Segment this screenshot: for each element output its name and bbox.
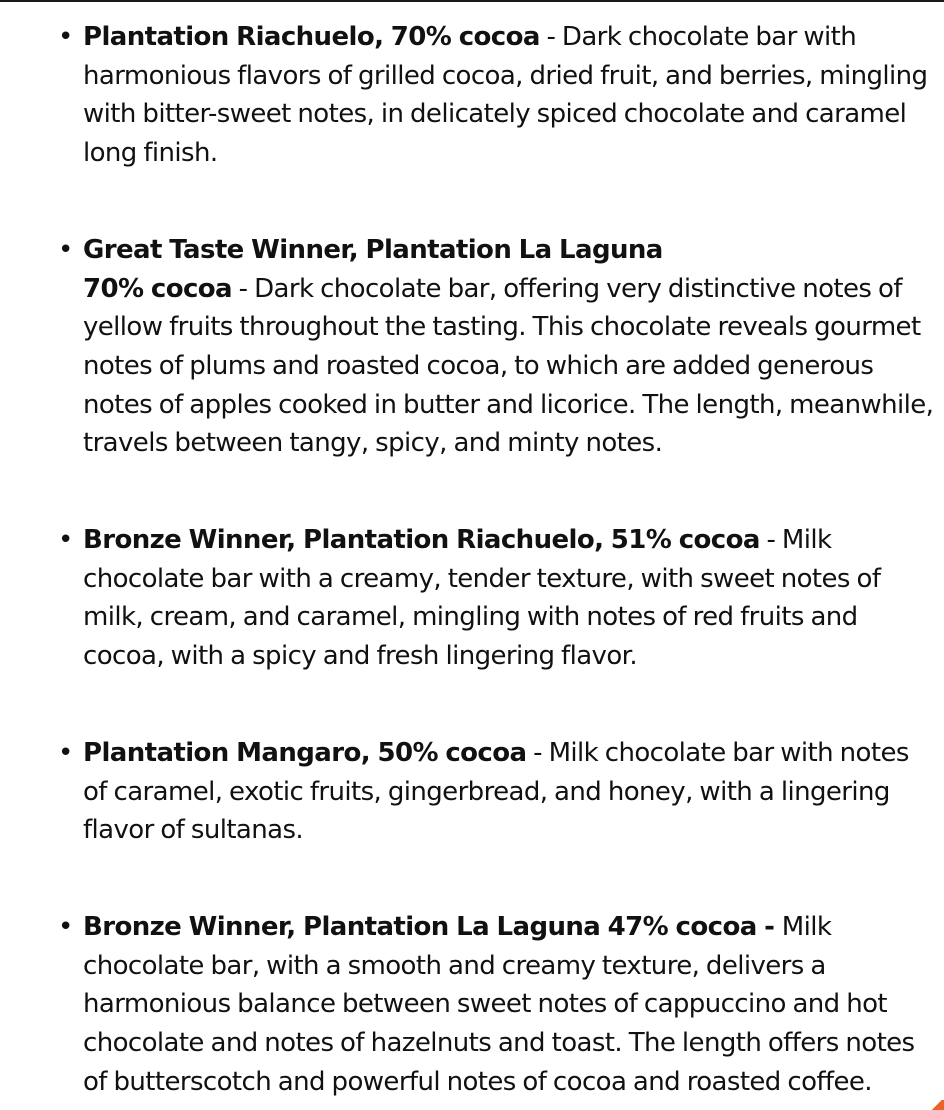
product-name: Plantation Mangaro, 50% cocoa — [83, 737, 527, 768]
product-list — [0, 18, 944, 1101]
top-divider — [0, 0, 944, 2]
product-description: Dark chocolate bar with harmonious flavors of grilled cocoa, dried fruit, and berries, mingling with bitter-sweet notes, in delicately spiced chocolate and caramel long finish. — [83, 22, 928, 169]
bullet: • — [58, 525, 73, 556]
product-item-riachuelo-70 — [0, 18, 944, 173]
bullet: • — [58, 737, 73, 768]
product-description: Dark chocolate bar, offering very distinctive notes of yellow fruits throughout the tasting. This chocolate reveals gourmet notes of plums and roasted cocoa, to which are added generous notes of apples cooked in butter and licorice. The length, meanwhile, travels between tangy, spicy, and minty notes. — [83, 273, 934, 459]
bullet: • — [58, 22, 73, 52]
product-name-line-2: 70% cocoa — [83, 273, 232, 304]
separator: - — [539, 22, 562, 52]
product-description: Milk chocolate bar with a creamy, tender texture, with sweet notes of milk, cream, and caramel, mingling with notes of red fruits and cocoa, with a spicy and fresh lingering flavor. — [83, 525, 881, 672]
product-name: Bronze Winner, Plantation La Laguna 47% cocoa — [83, 911, 757, 942]
product-name-line-1: Great Taste Winner, Plantation La Laguna — [83, 234, 663, 265]
separator: - — [231, 273, 255, 304]
separator: - — [526, 737, 549, 768]
separator: - — [756, 911, 782, 942]
product-item-riachuelo-51 — [0, 521, 944, 676]
product-name: Plantation Riachuelo, 70% cocoa — [83, 22, 540, 52]
product-item-mangaro-50 — [0, 734, 944, 850]
product-item-la-laguna-47 — [0, 908, 944, 1102]
bullet: • — [58, 911, 73, 942]
product-description: Milk chocolate bar with notes of caramel, exotic fruits, gingerbread, and honey, with a lingering flavor of sultanas. — [83, 737, 909, 846]
corner-accent — [930, 1100, 944, 1110]
bullet: • — [58, 234, 73, 265]
product-description: Milk chocolate bar, with a smooth and creamy texture, delivers a harmonious balance between sweet notes of cappuccino and hot chocolate and notes of hazelnuts and toast. The length offers notes of butterscotch and powerful notes of cocoa and roasted coffee. — [83, 911, 915, 1097]
product-name: Bronze Winner, Plantation Riachuelo, 51% cocoa — [83, 525, 760, 556]
product-item-la-laguna-70 — [0, 231, 944, 463]
separator: - — [759, 525, 782, 556]
